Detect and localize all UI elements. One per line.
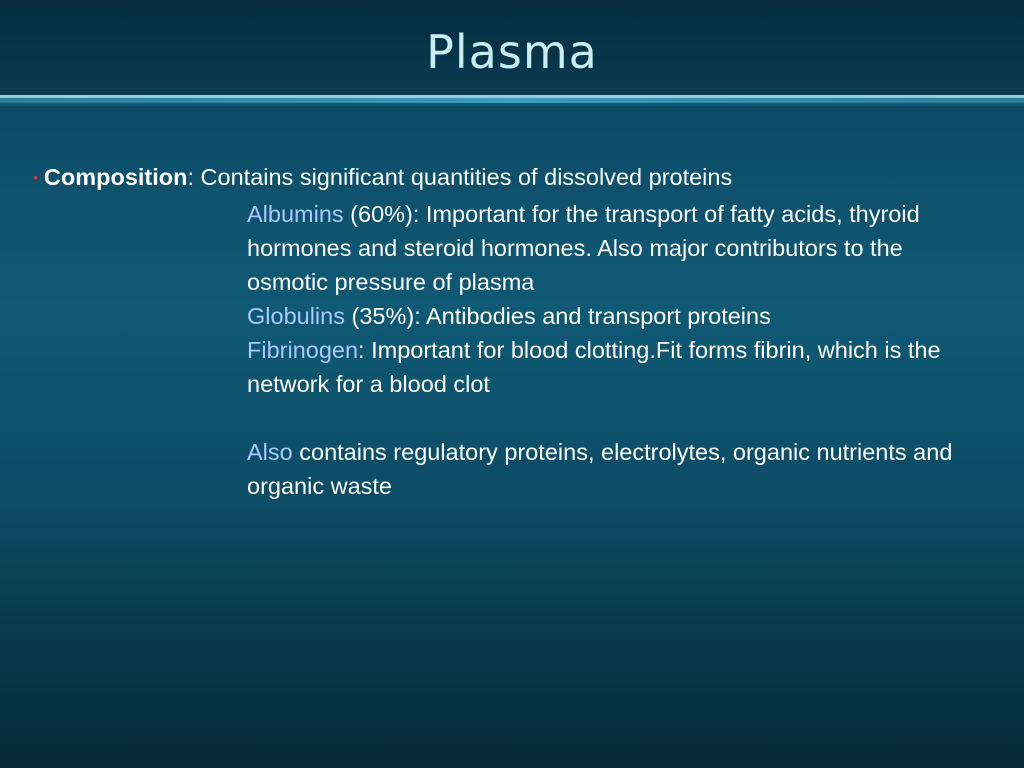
term-fibrinogen: Fibrinogen <box>247 337 359 363</box>
term-globulins: Globulins <box>247 303 345 329</box>
albumins-description: (60%): Important for the transport of fatty acids, thyroid hormones and steroid hormones. Also major contributors to the osmotic pressure of plasma <box>247 201 920 295</box>
composition-line <box>33 160 993 197</box>
slide-body <box>33 160 993 503</box>
also-item <box>247 435 987 503</box>
term-also: Also <box>247 439 293 465</box>
composition-text: : Contains significant quantities of dissolved proteins <box>187 164 733 190</box>
bullet-icon: • <box>33 169 38 185</box>
term-albumins: Albumins <box>247 201 344 227</box>
protein-item-globulins <box>247 299 987 333</box>
fibrinogen-description: : Important for blood clotting.Fit forms fibrin, which is the network for a blood clot <box>247 337 941 397</box>
title-divider-shadow <box>0 103 1024 106</box>
protein-item-fibrinogen <box>247 333 987 401</box>
protein-item-albumins <box>247 197 987 299</box>
globulins-description: (35%): Antibodies and transport proteins <box>344 303 771 329</box>
slide-title: Plasma <box>426 25 598 79</box>
also-description: contains regulatory proteins, electrolytes, organic nutrients and organic waste <box>247 439 953 499</box>
composition-heading: Composition <box>43 164 188 190</box>
paragraph-gap <box>33 401 993 435</box>
